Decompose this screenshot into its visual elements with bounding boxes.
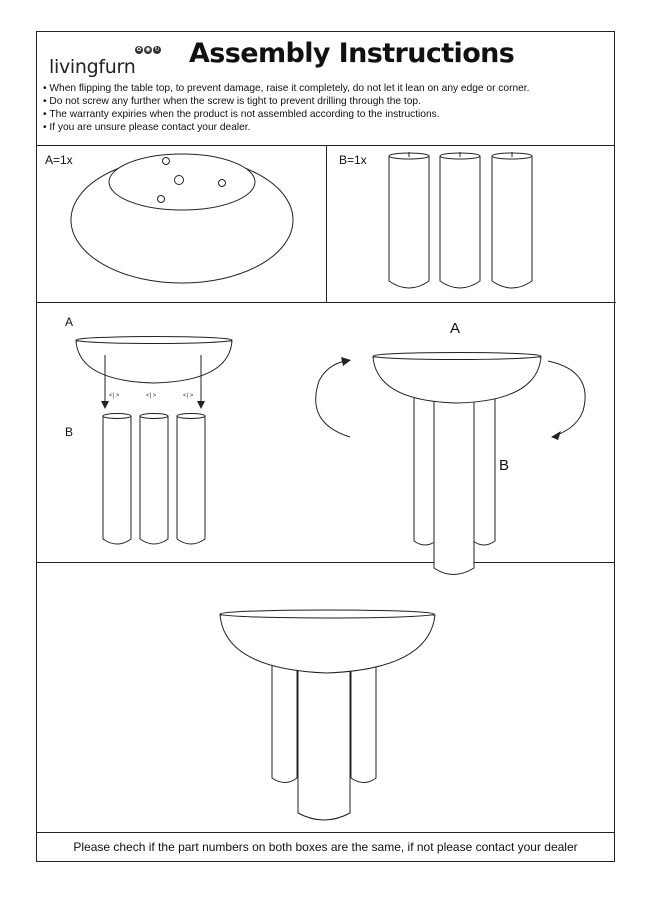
- leg: [177, 414, 205, 545]
- svg-text:<| >: <| >: [146, 393, 157, 399]
- part-a-panel: [37, 145, 327, 303]
- globe-icon: ◉: [145, 47, 151, 53]
- screw-hole: [175, 176, 184, 185]
- footer-note: Please chech if the part numbers on both boxes are the same, if not please contact your dealer: [73, 840, 578, 854]
- leg: [492, 152, 532, 288]
- table-top-drawing: [37, 145, 327, 303]
- leg: [298, 663, 350, 820]
- part-b-panel: [327, 145, 616, 303]
- part-b-label: B=1x: [339, 153, 367, 167]
- leg: [473, 393, 495, 545]
- bowl-top: [373, 353, 541, 404]
- instruction-sheet: [36, 31, 615, 862]
- rule-item: • When flipping the table top, to prevent damage, raise it completely, do not let it lean on any edge or corner.: [43, 82, 529, 95]
- rotate-arrow-icon: [548, 361, 585, 440]
- rule-item: • If you are unsure please contact your dealer.: [43, 121, 529, 134]
- brand-logo: [49, 44, 159, 84]
- bowl-top: [220, 610, 435, 673]
- rule-item: • The warranty expiries when the product is not assembled according to the instructions.: [43, 108, 529, 121]
- svg-text:<| >: <| >: [109, 393, 120, 399]
- leg: [140, 414, 168, 545]
- assembly-step-panel: [37, 303, 614, 563]
- step2-legs-label: B: [499, 457, 510, 474]
- leg: [351, 663, 376, 783]
- finished-table-drawing: [37, 563, 616, 833]
- screw-hole: [163, 158, 170, 165]
- header: [37, 32, 614, 146]
- bowl-top: [76, 337, 232, 384]
- rotate-arrow-icon: [316, 357, 351, 437]
- brand-name: livingfurn: [49, 56, 136, 78]
- step2-top-label: A: [450, 320, 461, 337]
- screw-hole: [158, 196, 165, 203]
- logo-icons: [135, 46, 161, 54]
- svg-text:<| >: <| >: [183, 393, 194, 399]
- rule-item: • Do not screw any further when the screw is tight to prevent drilling through the top.: [43, 95, 529, 108]
- final-result-panel: [37, 563, 614, 833]
- part-a-label: A=1x: [45, 153, 73, 167]
- page-title: Assembly Instructions: [189, 38, 515, 69]
- assembly-drawing: [37, 303, 616, 563]
- leg: [389, 152, 429, 288]
- recycle-icon: ↻: [154, 47, 160, 53]
- leg: [272, 663, 297, 783]
- legs-drawing: [327, 145, 616, 303]
- leg: [414, 393, 436, 545]
- leg: [434, 393, 474, 575]
- leg: [440, 152, 480, 288]
- leaf-icon: ✿: [136, 47, 142, 53]
- screw-hole: [219, 180, 226, 187]
- step1-legs-label: B: [65, 425, 74, 439]
- safety-rules: [43, 82, 529, 134]
- leg: [103, 414, 131, 545]
- step1-top-label: A: [65, 315, 74, 329]
